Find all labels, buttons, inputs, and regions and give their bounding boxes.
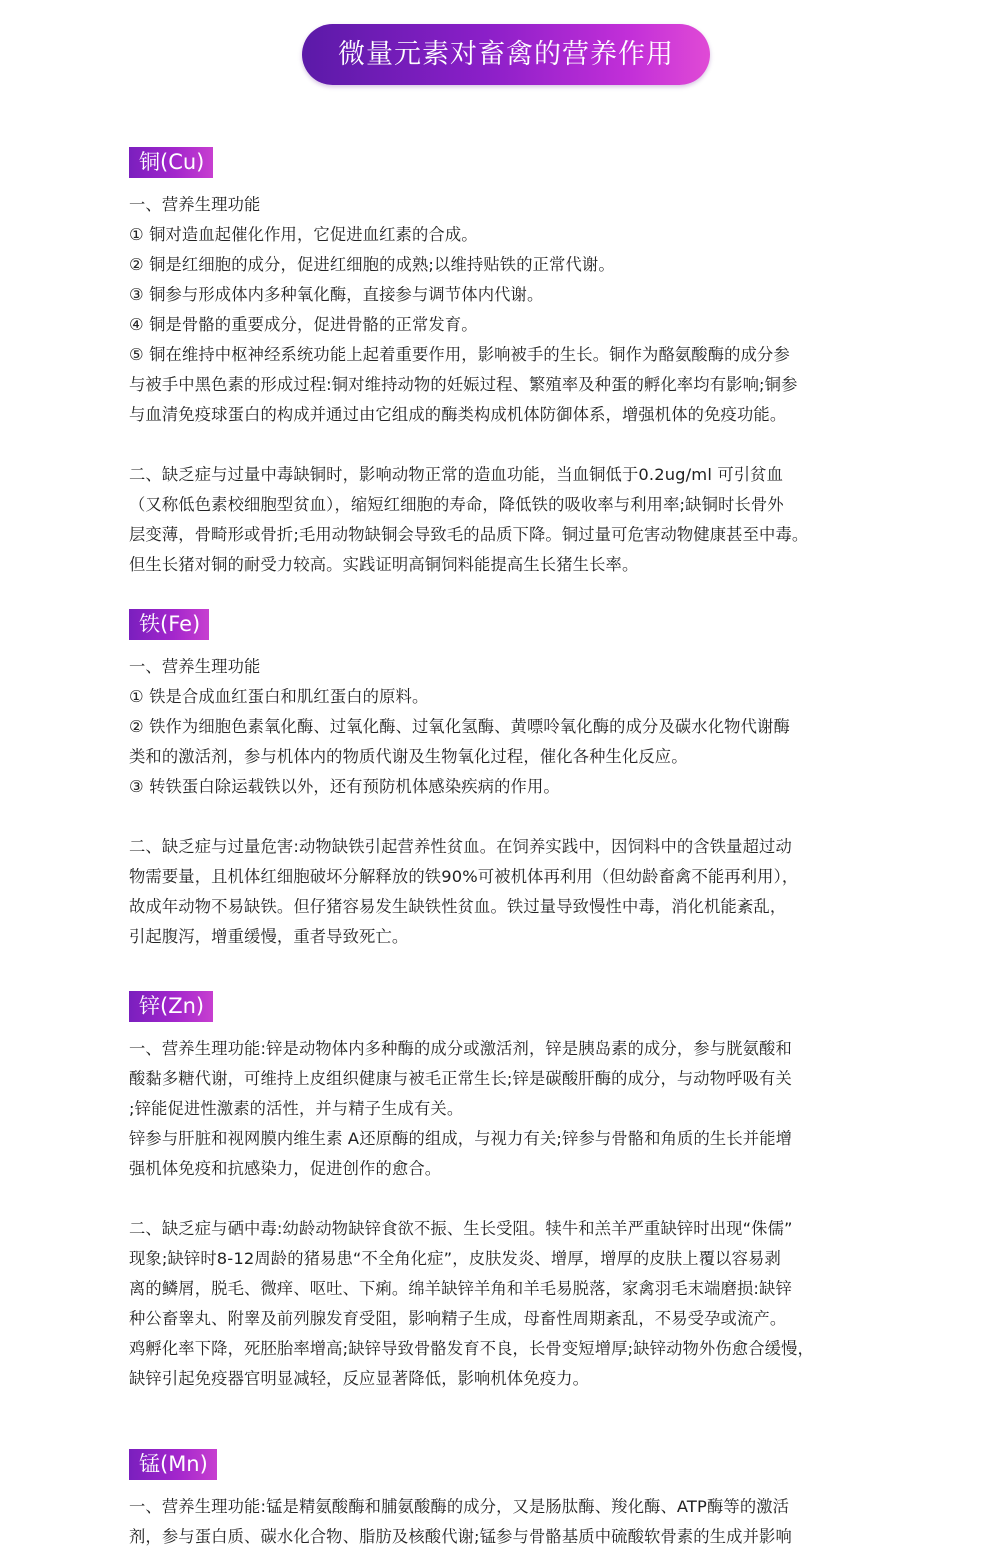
text-line: 一、营养生理功能:锰是精氨酸酶和脯氨酸酶的成分，又是肠肽酶、羧化酶、ATP酶等的激活 (129, 1497, 790, 1516)
text-line: 锌参与肝脏和视网膜内维生素 A还原酶的组成，与视力有关;锌参与骨骼和角质的生长并能增 (129, 1129, 793, 1148)
text-line: ;锌能促进性激素的活性，并与精子生成有关。 (129, 1099, 464, 1118)
page-title: 微量元素对畜禽的营养作用 (302, 24, 710, 85)
text-line: ② 铜是红细胞的成分，促进红细胞的成熟;以维持贴铁的正常代谢。 (129, 255, 615, 274)
section-tag-iron: 铁(Fe) (129, 609, 209, 640)
text-line: 种公畜睾丸、附睾及前列腺发育受阻，影响精子生成，母畜性周期紊乱，不易受孕或流产。 (129, 1309, 787, 1328)
text-line: 一、营养生理功能 (129, 657, 261, 676)
text-line: ④ 铜是骨骼的重要成分，促进骨骼的正常发育。 (129, 315, 478, 334)
text-line: 二、缺乏症与过量危害:动物缺铁引起营养性贫血。在饲养实践中，因饲料中的含铁量超过动 (129, 837, 792, 856)
text-line: 二、缺乏症与过量中毒缺铜时，影响动物正常的造血功能，当血铜低于0.2ug/ml 可引贫血 (129, 465, 784, 484)
text-line: 一、营养生理功能 (129, 195, 261, 214)
text-line: 但生长猪对铜的耐受力较高。实践证明高铜饲料能提高生长猪生长率。 (129, 555, 639, 574)
section-manganese (129, 1449, 889, 1552)
section-iron (129, 609, 889, 952)
text-line: 与被手中黑色素的形成过程:铜对维持动物的妊娠过程、繁殖率及种蛋的孵化率均有影响;铜参 (129, 375, 798, 394)
section-copper (129, 147, 889, 580)
text-line: ① 铁是合成血红蛋白和肌红蛋白的原料。 (129, 687, 429, 706)
text-line: 离的鳞屑，脱毛、微痒、呕吐、下痢。绵羊缺锌羊角和羊毛易脱落，家禽羽毛末端磨损:缺锌 (129, 1279, 792, 1298)
paragraph-gap (129, 802, 889, 832)
text-line: 酸黏多糖代谢，可维持上皮组织健康与被毛正常生长;锌是碳酸肝酶的成分，与动物呼吸有关 (129, 1069, 792, 1088)
text-line: 二、缺乏症与硒中毒:幼龄动物缺锌食欲不振、生长受阻。犊牛和羔羊严重缺锌时出现“侏儒” (129, 1219, 793, 1238)
text-line: ③ 转铁蛋白除运载铁以外，还有预防机体感染疾病的作用。 (129, 777, 560, 796)
text-line: 层变薄，骨畸形或骨折;毛用动物缺铜会导致毛的品质下降。铜过量可危害动物健康甚至中毒。 (129, 525, 809, 544)
paragraph-gap (129, 1184, 889, 1214)
section-tag-manganese: 锰(Mn) (129, 1449, 217, 1480)
text-line: 类和的激活剂，参与机体内的物质代谢及生物氧化过程，催化各种生化反应。 (129, 747, 688, 766)
text-line: ① 铜对造血起催化作用，它促进血红素的合成。 (129, 225, 478, 244)
text-line: 剂，参与蛋白质、碳水化合物、脂肪及核酸代谢;锰参与骨骼基质中硫酸软骨素的生成并影响 (129, 1527, 792, 1546)
text-line: 现象;缺锌时8-12周龄的猪易患“不全角化症”，皮肤发炎、增厚，增厚的皮肤上覆以容易剥 (129, 1249, 781, 1268)
text-line: 强机体免疫和抗感染力，促进创作的愈合。 (129, 1159, 442, 1178)
text-line: ⑤ 铜在维持中枢神经系统功能上起着重要作用，影响被手的生长。铜作为酪氨酸酶的成分参 (129, 345, 790, 364)
text-line: 鸡孵化率下降，死胚胎率增高;缺锌导致骨骼发育不良，长骨变短增厚;缺锌动物外伤愈合缓慢， (129, 1339, 814, 1358)
section-tag-zinc: 锌(Zn) (129, 991, 213, 1022)
section-tag-copper: 铜(Cu) (129, 147, 213, 178)
paragraph-gap (129, 430, 889, 460)
text-line: 故成年动物不易缺铁。但仔猪容易发生缺铁性贫血。铁过量导致慢性中毒，消化机能紊乱， (129, 897, 787, 916)
text-line: 引起腹泻，增重缓慢，重者导致死亡。 (129, 927, 409, 946)
text-line: （又称低色素校细胞型贫血），缩短红细胞的寿命，降低铁的吸收率与利用率;缺铜时长骨外 (129, 495, 784, 514)
section-zinc (129, 991, 889, 1394)
text-line: 物需要量，且机体红细胞破坏分解释放的铁90%可被机体再利用（但幼龄畜禽不能再利用）， (129, 867, 799, 886)
text-line: 与血清免疫球蛋白的构成并通过由它组成的酶类构成机体防御体系，增强机体的免疫功能。 (129, 405, 787, 424)
text-line: ③ 铜参与形成体内多种氧化酶，直接参与调节体内代谢。 (129, 285, 544, 304)
text-line: 缺锌引起免疫器官明显减轻，反应显著降低，影响机体免疫力。 (129, 1369, 590, 1388)
text-line: ② 铁作为细胞色素氧化酶、过氧化酶、过氧化氢酶、黄嘌呤氧化酶的成分及碳水化物代谢酶 (129, 717, 790, 736)
text-line: 一、营养生理功能:锌是动物体内多种酶的成分或激活剂，锌是胰岛素的成分，参与胱氨酸和 (129, 1039, 792, 1058)
